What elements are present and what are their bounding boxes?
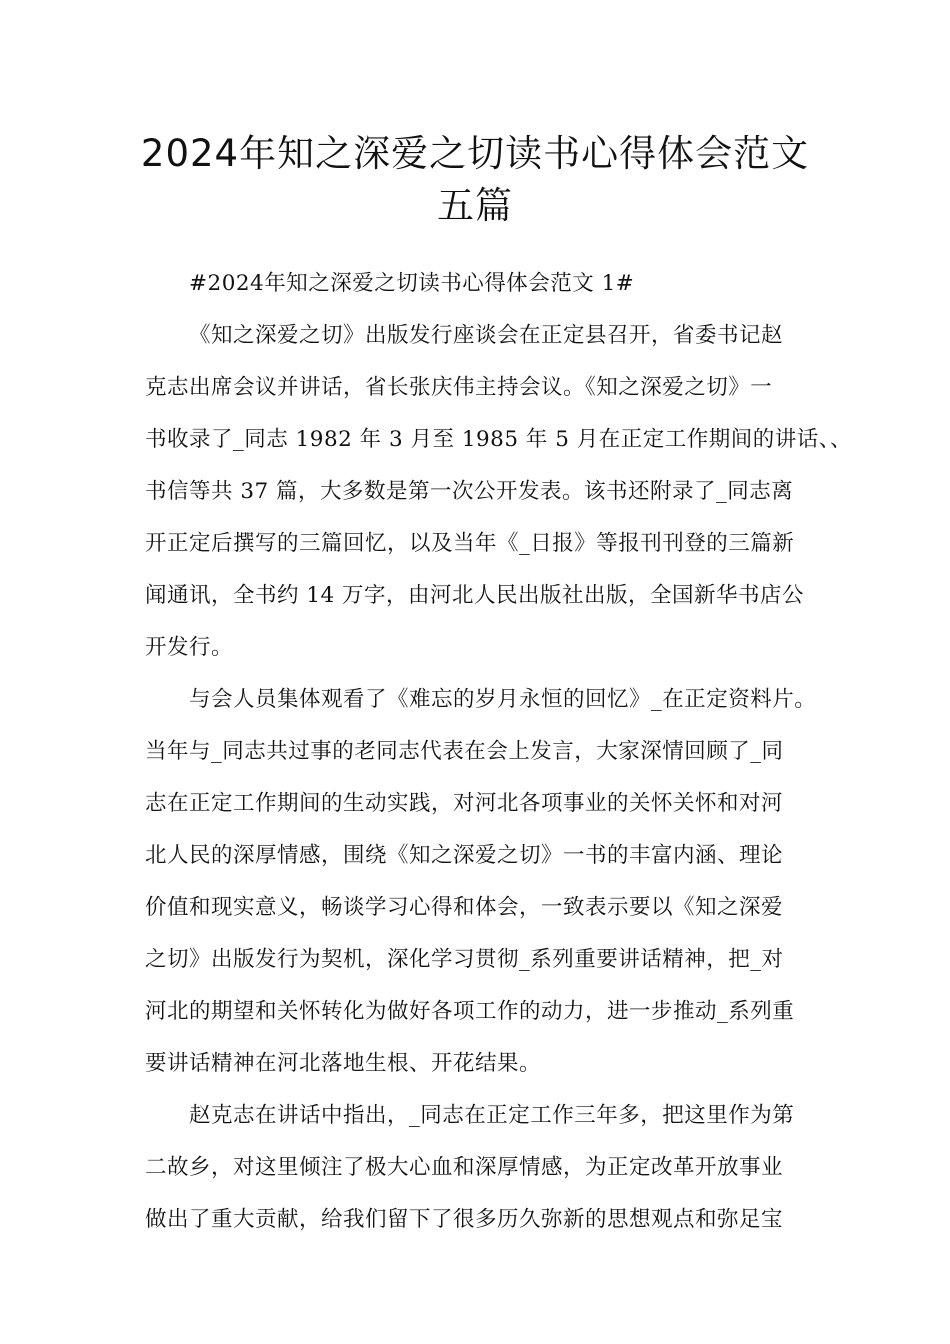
text-line: 价值和现实意义，畅谈学习心得和体会，一致表示要以《知之深爱: [145, 895, 784, 920]
paragraph-1: [145, 310, 852, 674]
document-body: [145, 258, 852, 1246]
text-line: 河北的期望和关怀转化为做好各项工作的动力，进一步推动_系列重: [145, 999, 795, 1024]
text-line: 赵克志在讲话中指出，_同志在正定工作三年多，把这里作为第: [189, 1103, 795, 1128]
text-line: 《知之深爱之切》出版发行座谈会在正定县召开，省委书记赵: [189, 323, 784, 348]
document-title: [120, 128, 830, 232]
text-line: 志在正定工作期间的生动实践，对河北各项事业的关怀关怀和对河: [145, 791, 784, 816]
text-line: 书信等共 37 篇，大多数是第一次公开发表。该书还附录了_同志离: [145, 479, 794, 504]
title-line-1: 2024年知之深爱之切读书心得体会范文: [140, 132, 810, 175]
text-line: 书收录了_同志 1982 年 3 月至 1985 年 5 月在正定工作期间的讲话、、: [145, 427, 852, 452]
section-heading: [145, 258, 810, 310]
text-line: 与会人员集体观看了《难忘的岁月永恒的回忆》_在正定资料片。: [189, 687, 817, 712]
text-line: 之切》出版发行为契机，深化学习贯彻_系列重要讲话精神，把_对: [145, 947, 784, 972]
text-line: #2024年知之深爱之切读书心得体会范文 1#: [189, 271, 635, 296]
text-line: 二故乡，对这里倾注了极大心血和深厚情感，为正定改革开放事业: [145, 1155, 784, 1180]
text-line: 开发行。: [145, 635, 234, 660]
text-line: 克志出席会议并讲话，省长张庆伟主持会议。《知之深爱之切》一: [145, 375, 773, 400]
text-line: 做出了重大贡献，给我们留下了很多历久弥新的思想观点和弥足宝: [145, 1207, 784, 1232]
text-line: 当年与_同志共过事的老同志代表在会上发言，大家深情回顾了_同: [145, 739, 784, 764]
title-line-2: 五篇: [437, 184, 513, 227]
paragraph-2: [145, 674, 817, 1090]
paragraph-3: [145, 1090, 810, 1246]
text-line: 北人民的深厚情感，围绕《知之深爱之切》一书的丰富内涵、理论: [145, 843, 784, 868]
text-line: 开正定后撰写的三篇回忆，以及当年《_日报》等报刊刊登的三篇新: [145, 531, 795, 556]
text-line: 闻通讯，全书约 14 万字，由河北人民出版社出版，全国新华书店公: [145, 583, 805, 608]
text-line: 要讲话精神在河北落地生根、开花结果。: [145, 1051, 542, 1076]
